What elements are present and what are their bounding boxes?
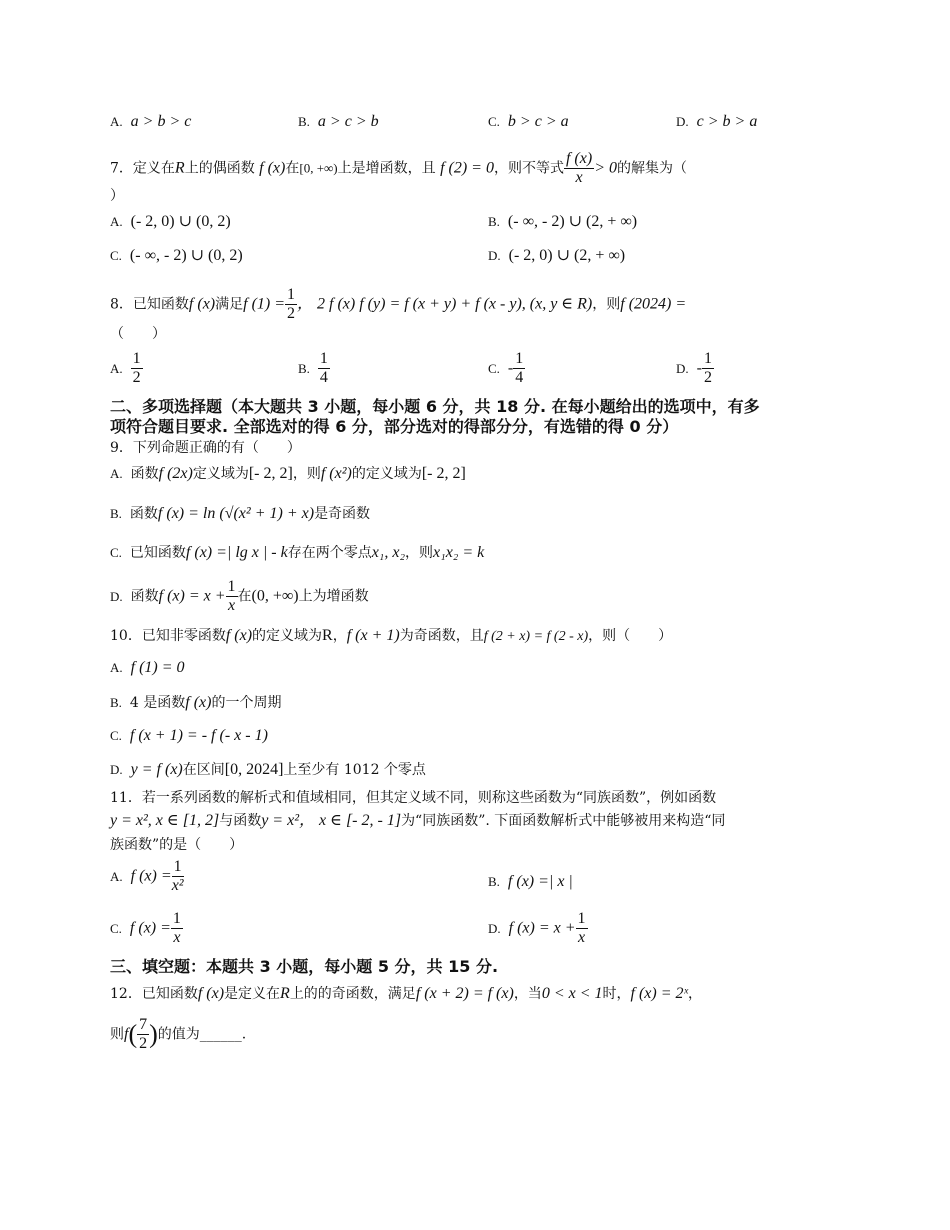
q6-option-b[interactable]: B. a > c > b bbox=[298, 113, 379, 130]
q11-option-c[interactable]: C. f (x) = $\frac{1}{x}$ bbox=[110, 910, 181, 946]
q11-option-b[interactable]: B. f (x) =| x | bbox=[488, 873, 573, 890]
q10-stem: 10．已知非零函数f (x)的定义域为R，f (x + 1)为奇函数，且f (2 + x) = f (2 - x)，则（ ） bbox=[110, 627, 673, 644]
q7-stem: 7．定义在R上的偶函数 f (x)在[0, +∞)上是增函数，且 f (2) = 0，则不等式 $\frac{f (x)}{x}$ > 0的解集为（ bbox=[110, 150, 687, 186]
q8-option-d[interactable]: D. - $\frac{1}{2}$ bbox=[676, 350, 712, 386]
q7-fraction: $\frac{f (x)}{x}$ bbox=[565, 150, 593, 186]
q11-stem-line3: 族函数”的是（ ） bbox=[110, 837, 244, 853]
q10-option-c[interactable]: C. f (x + 1) = - f (- x - 1) bbox=[110, 727, 268, 744]
answer-blank[interactable]: ______ bbox=[199, 1026, 242, 1043]
q11-option-a[interactable]: A. f (x) = $\frac{1}{\text{x²}}$ bbox=[110, 858, 184, 894]
q12-stem-line1: 12．已知函数f (x)是定义在R上的的奇函数，满足f (x + 2) = f (x)，当0 < x < 1时，f (x) = 2ˣ， bbox=[110, 985, 703, 1002]
q7-option-b[interactable]: B. (- ∞, - 2) ∪ (2, + ∞) bbox=[488, 213, 638, 230]
q9-option-b[interactable]: B. 函数f (x) = ln (√(x² + 1) + x)是奇函数 bbox=[110, 505, 371, 522]
q9-option-a[interactable]: A. 函数f (2x)定义域为[- 2, 2]，则f (x²)的定义域为[- 2, 2] bbox=[110, 465, 466, 482]
q9-option-c[interactable]: C. 已知函数f (x) =| lg x | - k存在两个零点x₁, x₂，则x₁x₂ = k bbox=[110, 544, 485, 561]
q6-option-c[interactable]: C. b > c > a bbox=[488, 113, 569, 130]
q9-stem: 9．下列命题正确的有（ ） bbox=[110, 440, 301, 456]
q6-option-a[interactable]: A. a > b > c bbox=[110, 113, 192, 130]
q12-stem-line2: 则f( $\frac{7}{2}$ )的值为______. bbox=[110, 1016, 247, 1052]
q10-option-a[interactable]: A. f (1) = 0 bbox=[110, 659, 185, 676]
q8-option-c[interactable]: C. - $\frac{1}{4}$ bbox=[488, 350, 524, 386]
section-3-heading: 三、填空题：本题共 3 小题，每小题 5 分，共 15 分. bbox=[110, 957, 499, 976]
q11-stem-line2: y = x², x ∈ [1, 2]与函数y = x²， x ∈ [- 2, - 1]为“同族函数”. 下面函数解析式中能够被用来构造“同 bbox=[110, 812, 726, 829]
q9-option-d[interactable]: D. 函数f (x) = x + $\frac{1}{x}$ 在(0, +∞)上为增函数 bbox=[110, 578, 369, 614]
q7-close-paren: ） bbox=[110, 188, 124, 204]
section-2-heading-line2: 项符合题目要求. 全部选对的得 6 分，部分选对的得部分分，有选错的得 0 分） bbox=[110, 417, 679, 436]
q8-half-fraction: $\frac{1}{2}$ bbox=[287, 286, 296, 322]
q11-stem-line1: 11．若一系列函数的解析式和值域相同，但其定义域不同，则称这些函数为“同族函数”，例如函数 bbox=[110, 790, 717, 806]
q11-option-d[interactable]: D. f (x) = x + $\frac{1}{x}$ bbox=[488, 910, 586, 946]
q8-paren: （ ） bbox=[110, 326, 166, 342]
q6-option-d[interactable]: D. c > b > a bbox=[676, 113, 758, 130]
q7-option-c[interactable]: C. (- ∞, - 2) ∪ (0, 2) bbox=[110, 247, 243, 264]
q8-stem: 8．已知函数f (x)满足f (1) = $\frac{1}{2}$ ， 2 f (x) f (y) = f (x + y) + f (x - y), (x, y ∈ R)，则f (2024) = bbox=[110, 286, 687, 322]
q10-option-b[interactable]: B. 4 是函数f (x)的一个周期 bbox=[110, 694, 282, 711]
q7-option-a[interactable]: A. (- 2, 0) ∪ (0, 2) bbox=[110, 213, 231, 230]
q8-option-b[interactable]: B. $\frac{1}{4}$ bbox=[298, 350, 328, 386]
q7-option-d[interactable]: D. (- 2, 0) ∪ (2, + ∞) bbox=[488, 247, 626, 264]
q10-option-d[interactable]: D. y = f (x)在区间[0, 2024]上至少有 1012 个零点 bbox=[110, 761, 426, 778]
q8-option-a[interactable]: A. $\frac{1}{2}$ bbox=[110, 350, 141, 386]
section-2-heading-line1: 二、多项选择题（本大题共 3 小题，每小题 6 分，共 18 分. 在每小题给出的选项中，有多 bbox=[110, 397, 760, 416]
